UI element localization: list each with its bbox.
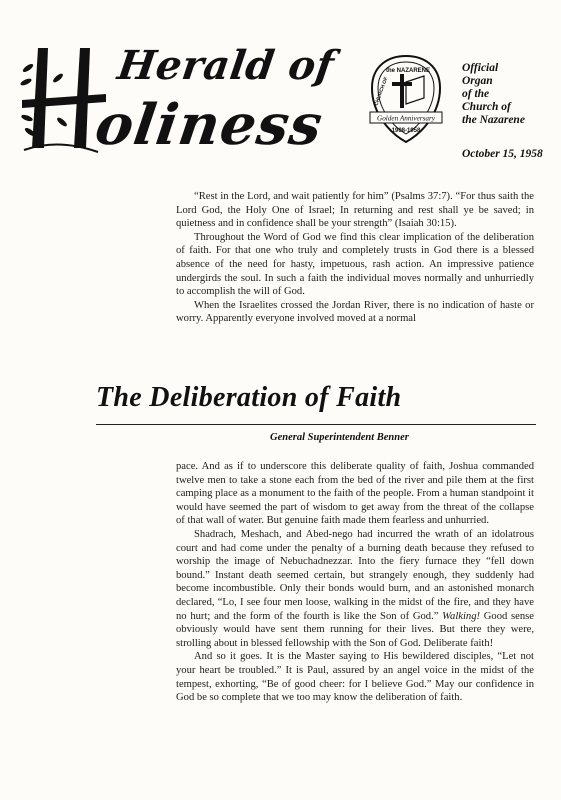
article-paragraph: Throughout the Word of God we find this clear implication of the deliberation of faith. For that one who truly and completely trusts in God there is a blessed absence of the need for hasty, impetuous, rash action. An impressive patience undergirds the soul. In such a faith the individual moves normally and unhurriedly to accomplish the will of God. — [176, 231, 534, 298]
organ-line: Organ — [462, 75, 493, 87]
official-organ-text — [462, 62, 525, 127]
golden-anniversary-seal-icon — [366, 52, 446, 146]
organ-line: the Nazarene — [462, 114, 525, 126]
title-divider — [96, 424, 536, 425]
masthead-herald-of: Herald of — [114, 42, 338, 89]
masthead-holiness: oliness — [91, 92, 327, 158]
article-top-column — [176, 190, 534, 326]
article-paragraph: “Rest in the Lord, and wait patiently for him” (Psalms 37:7). “For thus saith the Lord God, the Holy One of Israel; In returning and rest shall ye be saved; in quietness and in confidence shall be your strength” (Isaiah 30:15). — [176, 191, 534, 230]
publication-date: October 15, 1958 — [462, 148, 543, 160]
article-paragraph: When the Israelites crossed the Jordan River, there is no indication of haste or worry. Apparently everyone involved moved at a normal — [176, 299, 534, 325]
paragraph-text: Good sense obviously would have sent them running for their lives. But there they were, strolling about in blessed fellowship with the Son of God. Deliberate faith! — [176, 610, 534, 649]
seal-years-text: 1908-1958 — [391, 128, 421, 134]
masthead — [0, 0, 561, 175]
article-paragraph: pace. And as if to underscore this deliberate quality of faith, Joshua commanded twelve men to take a stone each from the bed of the river and pile them at the first camping place as a monument to the faith of the people. From a human standpoint it would have seemed the part of wisdom to get away from the threat of the collapse of that wall of water. But genuine faith made them fearless and unhurried. — [176, 461, 534, 527]
article-byline: General Superintendent Benner — [270, 432, 409, 443]
article-title: The Deliberation of Faith — [96, 382, 402, 413]
seal-top-text: the NAZARENE — [386, 68, 431, 74]
organ-line: Official — [462, 62, 499, 74]
emphasis-walking: Walking! — [442, 610, 481, 622]
article-bottom-column — [176, 460, 534, 705]
organ-line: of the — [462, 88, 490, 100]
paragraph-text: Shadrach, Meshach, and Abed-nego had incurred the wrath of an idolatrous court and had come under the penalty of a burning death because they refused to worship the image of Nebuchadnezzar. Into the fiery furnace they “fell down bound.” Instant death seemed certain, but strangely enough, they suddenly had become incombustible. Only their bonds would burn, and an astonished monarch declared, “Lo, I see four men loose, walking in the midst of the fire, and they have no hurt; and the form of the fourth is like the Son of God.” — [176, 528, 534, 622]
seal-ribbon-text: Golden Anniversary — [377, 114, 435, 123]
seal-left-text: CHURCH OF — [373, 76, 390, 107]
organ-line: Church of — [462, 101, 511, 113]
article-paragraph — [176, 528, 534, 650]
article-paragraph: And so it goes. It is the Master saying to His bewildered disciples, “Let not your heart be troubled.” It is Paul, assured by an angel voice in the midst of the tempest, exhorting, “Be of good cheer: for I believe God.” May our confidence in God be so complete that we too may know the deliberation of faith. — [176, 651, 534, 704]
